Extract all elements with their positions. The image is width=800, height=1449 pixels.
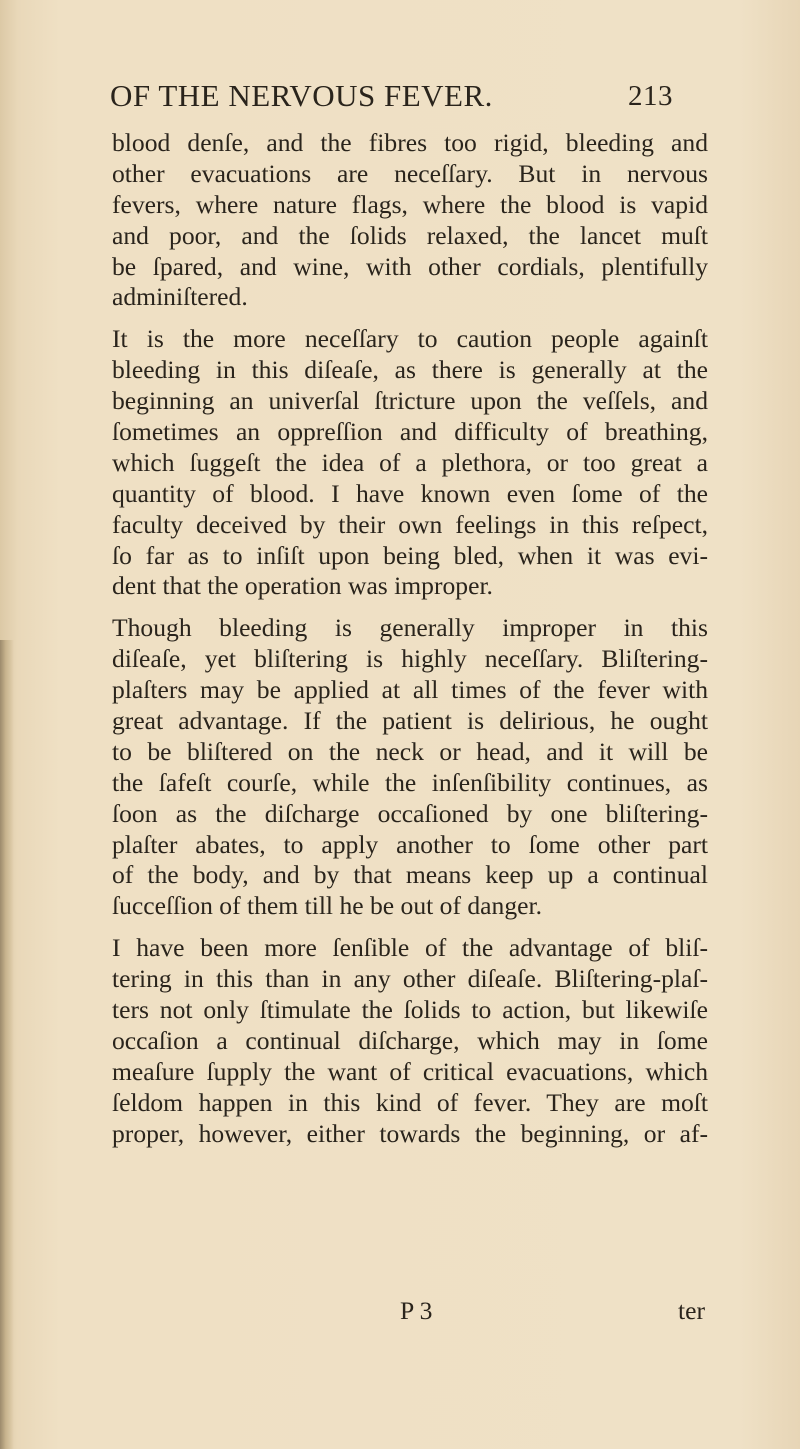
paragraph-2: [112, 324, 708, 602]
text-line: tering in this than in any other diſeaſe. Bliſtering-plaſ-: [112, 964, 708, 994]
text-line: adminiſtered.: [112, 282, 248, 312]
text-line: ſometimes an oppreſſion and difficulty of breathing,: [112, 417, 708, 447]
paragraph-4: [112, 933, 708, 1149]
text-line: which ſuggeſt the idea of a plethora, or too great a: [112, 447, 708, 477]
body-text: [112, 128, 708, 1161]
text-line: ſoon as the diſcharge occaſioned by one bliſtering-: [112, 798, 708, 828]
text-line: fevers, where nature flags, where the blood is vapid: [112, 189, 708, 219]
text-line: ſeldom happen in this kind of fever. They are moſt: [112, 1087, 708, 1117]
running-header: [110, 78, 710, 118]
text-line: plaſter abates, to apply another to ſome other part: [112, 829, 708, 859]
text-line: of the body, and by that means keep up a continual: [112, 860, 708, 890]
page-footer: [112, 1296, 708, 1328]
paragraph-1: [112, 128, 708, 313]
text-line: other evacuations are neceſſary. But in nervous: [112, 158, 708, 188]
text-line: great advantage. If the patient is delirious, he ought: [112, 706, 708, 736]
text-line: meaſure ſupply the want of critical evacuations, which: [112, 1056, 708, 1086]
text-line: beginning an univerſal ſtricture upon the veſſels, and: [112, 386, 708, 416]
text-line: plaſters may be applied at all times of the fever with: [112, 675, 708, 705]
text-line: It is the more neceſſary to caution people againſt: [112, 324, 708, 354]
text-line: blood denſe, and the fibres too rigid, bleeding and: [112, 128, 708, 157]
text-line: be ſpared, and wine, with other cordials, plentifully: [112, 251, 708, 281]
text-line: faculty deceived by their own feelings in this reſpect,: [112, 509, 708, 539]
paragraph-3: [112, 613, 708, 922]
text-line: ters not only ſtimulate the ſolids to action, but likewiſe: [112, 995, 708, 1025]
text-line: ſo far as to inſiſt upon being bled, when it was evi-: [112, 540, 708, 570]
text-line: occaſion a continual diſcharge, which may in ſome: [112, 1025, 708, 1055]
running-title: OF THE NERVOUS FEVER.: [110, 78, 493, 113]
text-line: to be bliſtered on the neck or head, and it will be: [112, 736, 708, 766]
page-number: 213: [628, 80, 673, 112]
text-line: and poor, and the ſolids relaxed, the lancet muſt: [112, 220, 708, 250]
text-line: the ſafeſt courſe, while the inſenſibility continues, as: [112, 767, 708, 797]
text-line: I have been more ſenſible of the advantage of bliſ-: [112, 933, 708, 963]
text-line: quantity of blood. I have known even ſome of the: [112, 478, 708, 508]
signature-mark: P 3: [400, 1296, 433, 1325]
catchword: ter: [678, 1296, 705, 1325]
text-line: bleeding in this diſeaſe, as there is generally at the: [112, 355, 708, 385]
text-line: proper, however, either towards the beginning, or af-: [112, 1118, 708, 1148]
text-line: Though bleeding is generally improper in this: [112, 613, 708, 643]
binding-gutter-shadow: [0, 640, 14, 1449]
text-line: diſeaſe, yet bliſtering is highly neceſſary. Bliſtering-: [112, 644, 708, 674]
text-line: dent that the operation was improper.: [112, 571, 493, 601]
text-line: ſucceſſion of them till he be out of danger.: [112, 891, 542, 921]
